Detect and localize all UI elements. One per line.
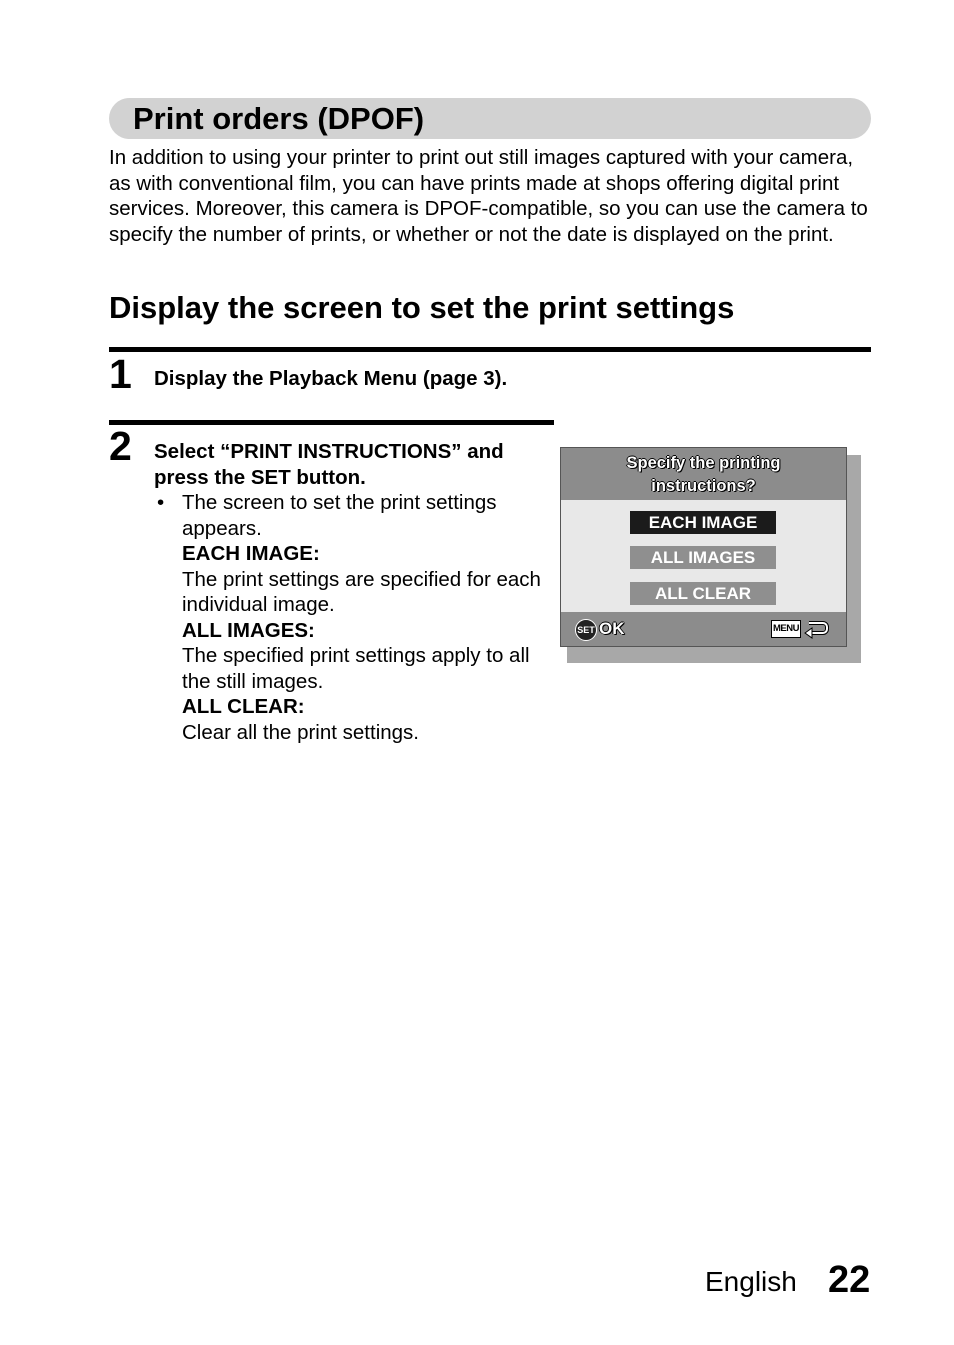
step-2-details xyxy=(182,490,552,745)
return-arrow-icon xyxy=(803,619,829,639)
step-2-number: 2 xyxy=(109,423,132,469)
option-each-image[interactable]: EACH IMAGE xyxy=(630,511,776,534)
subheading: Display the screen to set the print settings xyxy=(109,290,735,325)
intro-paragraph: In addition to using your printer to print out still images captured with your camera, as with conventional film, you can have prints made at shops offering digital print services. Moreover, this camera is DPOF-compatible, so you can use the camera to specify the number of prints, or whether or not the date is displayed on the print. xyxy=(109,146,868,247)
term-all-clear: ALL CLEAR: xyxy=(182,695,305,718)
bullet-marker: • xyxy=(157,491,165,514)
menu-button-icon: MENU xyxy=(771,620,801,638)
term-each-image: EACH IMAGE: xyxy=(182,542,320,565)
prompt-line-1: Specify the printing xyxy=(626,454,781,472)
camera-screen xyxy=(560,447,847,647)
prompt-line-2: instructions? xyxy=(651,477,756,495)
footer-language: English xyxy=(705,1266,797,1297)
desc-all-images: The specified print settings apply to all the still images. xyxy=(182,644,530,693)
ok-label: OK xyxy=(599,619,625,638)
step-1-rule xyxy=(109,347,871,352)
desc-all-clear: Clear all the print settings. xyxy=(182,720,420,744)
option-all-clear[interactable]: ALL CLEAR xyxy=(630,582,776,605)
camera-screen-prompt xyxy=(561,448,846,500)
step-1-number: 1 xyxy=(109,351,132,397)
section-title: Print orders (DPOF) xyxy=(133,101,425,136)
bullet-text: The screen to set the print settings appears. xyxy=(182,491,497,540)
camera-screen-footer xyxy=(561,612,846,646)
step-2-rule xyxy=(109,420,554,425)
step-2-text: Select “PRINT INSTRUCTIONS” and press the SET button. xyxy=(154,440,504,489)
page-number: 22 xyxy=(828,1259,871,1301)
option-all-images[interactable]: ALL IMAGES xyxy=(630,546,776,569)
set-button-icon: SET xyxy=(575,619,597,641)
step-1-text: Display the Playback Menu (page 3). xyxy=(154,367,508,390)
desc-each-image: The print settings are specified for each individual image. xyxy=(182,567,541,616)
term-all-images: ALL IMAGES: xyxy=(182,618,315,642)
section-header-bar xyxy=(109,98,871,139)
